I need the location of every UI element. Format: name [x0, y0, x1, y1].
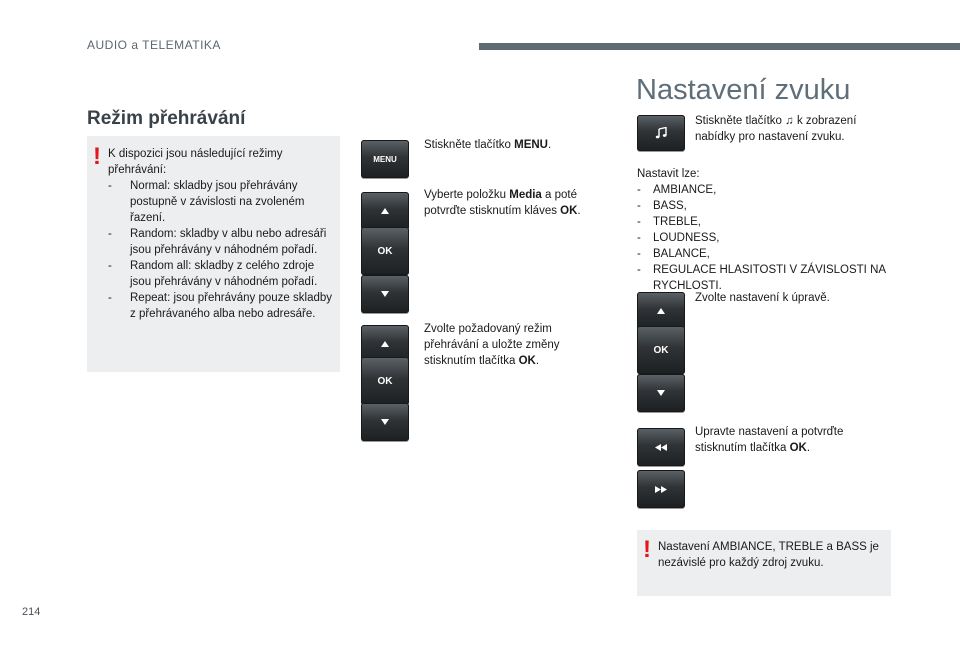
down-button — [361, 275, 409, 313]
sound-settings-note — [637, 530, 891, 596]
step-text: Zvolte požadovaný režim přehrávání a uložte změny stisknutím tlačítka — [424, 323, 560, 367]
header-bar — [479, 43, 960, 50]
music-note-icon — [655, 127, 667, 139]
down-button — [361, 403, 409, 441]
playback-modes-note — [87, 136, 340, 372]
fast-forward-button — [637, 470, 685, 508]
section-heading-sound-settings: Nastavení zvuku — [636, 74, 851, 106]
music-note-icon: ♫ — [785, 115, 794, 127]
exclamation-icon: ! — [643, 536, 651, 563]
list-item: - BASS, — [637, 198, 892, 214]
step-text: Stiskněte tlačítko — [424, 139, 515, 151]
page-number: 214 — [22, 606, 41, 618]
step-text: Upravte nastavení a potvrďte stisknutím tlačítka — [695, 426, 844, 454]
arrow-down-icon — [381, 291, 389, 297]
step-bold: Media — [509, 189, 542, 201]
list-item: - LOUDNESS, — [637, 230, 892, 246]
step-bold: OK — [518, 355, 536, 367]
exclamation-icon: ! — [93, 143, 101, 170]
arrow-up-icon — [657, 308, 665, 314]
step-text: Stiskněte tlačítko — [695, 115, 786, 127]
step-bold: OK — [560, 205, 578, 217]
step-bold: OK — [789, 442, 807, 454]
list-item: - Random: skladby v albu nebo adresáři jsou přehrávány v náhodném pořadí. — [108, 226, 338, 258]
list-item: - Normal: skladby jsou přehrávány postupně v závislosti na zvoleném řazení. — [108, 178, 338, 226]
section-heading-playback-mode: Režim přehrávání — [87, 108, 246, 129]
step-bold: MENU — [514, 139, 548, 151]
ok-button — [361, 357, 409, 405]
step-text: . — [535, 355, 540, 367]
arrow-down-icon — [657, 390, 665, 396]
arrow-up-icon — [381, 341, 389, 347]
playback-modes-text — [108, 146, 338, 322]
middle-step2-text — [424, 187, 599, 219]
ok-button — [637, 326, 685, 374]
ok-button — [361, 227, 409, 275]
list-item: - REGULACE HLASITOSTI V ZÁVISLOSTI NA RYCHLOSTI. — [637, 262, 892, 294]
ok-button-label: OK — [377, 245, 393, 257]
playback-mode-list — [108, 178, 338, 322]
up-button — [361, 192, 409, 230]
step-text: . — [806, 442, 811, 454]
rewind-icon — [655, 444, 667, 451]
header-title: AUDIO a TELEMATIKA — [87, 38, 221, 52]
settings-list — [637, 182, 892, 294]
arrow-up-icon — [381, 208, 389, 214]
list-item: - TREBLE, — [637, 214, 892, 230]
list-intro: Nastavit lze: — [637, 168, 700, 180]
right-step2-text: Zvolte nastavení k úpravě. — [695, 292, 830, 304]
note-intro: K dispozici jsou následující režimy přehrávání: — [108, 148, 283, 176]
sound-button — [637, 115, 685, 151]
ok-button-label: OK — [653, 344, 669, 356]
step-text: Vyberte položku — [424, 189, 510, 201]
step-text: k zobrazení nabídky pro nastavení zvuku. — [695, 115, 857, 143]
list-item: - AMBIANCE, — [637, 182, 892, 198]
up-button — [637, 292, 685, 330]
menu-button — [361, 140, 409, 178]
list-item: - Random all: skladby z celého zdroje jsou přehrávány v náhodném pořadí. — [108, 258, 338, 290]
ok-button-label: OK — [377, 375, 393, 387]
middle-step1-text — [424, 137, 604, 153]
list-item: - BALANCE, — [637, 246, 892, 262]
menu-button-label: MENU — [373, 154, 397, 164]
step-text: . — [548, 139, 552, 151]
rewind-button — [637, 428, 685, 466]
step-text: . — [577, 205, 581, 217]
fast-forward-icon — [655, 486, 667, 493]
sound-note-text: Nastavení AMBIANCE, TREBLE a BASS je nezávislé pro každý zdroj zvuku. — [658, 541, 879, 569]
settings-list-block — [637, 166, 892, 294]
list-item: - Repeat: jsou přehrávány pouze skladby z přehrávaného alba nebo adresáře. — [108, 290, 338, 322]
right-step1-text — [695, 113, 880, 145]
right-step3-text — [695, 424, 875, 456]
step-text: a poté potvrďte stisknutím kláves — [424, 189, 577, 217]
arrow-down-icon — [381, 419, 389, 425]
middle-step3-text — [424, 321, 584, 369]
down-button — [637, 374, 685, 412]
